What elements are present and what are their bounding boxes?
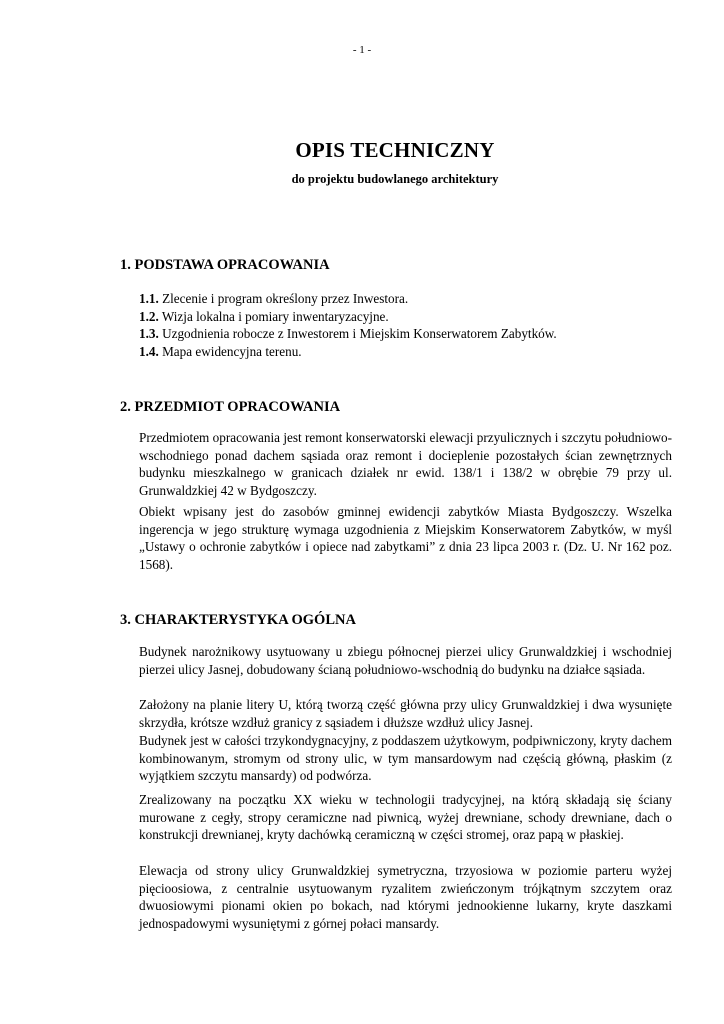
basis-list bbox=[139, 290, 679, 361]
list-item-text: Wizja lokalna i pomiary inwentaryzacyjne. bbox=[158, 308, 389, 324]
list-item-text: Uzgodnienia robocze z Inwestorem i Miejskim Konserwatorem Zabytków. bbox=[158, 326, 557, 342]
list-item-number: 1.2. bbox=[139, 308, 159, 324]
paragraph: Zrealizowany na początku XX wieku w technologii tradycyjnej, na którą składają się ściany murowane z cegły, stropy ceramiczne nad piwnicą, wyżej drewniane, schody drewniane, dach o konstrukcji drewnianej, kryty dachówką ceramiczną w części stromej, oraz papą w płaskiej. bbox=[139, 792, 672, 843]
list-item-number: 1.4. bbox=[139, 344, 159, 360]
list-item-number: 1.3. bbox=[139, 326, 159, 342]
document-title: OPIS TECHNICZNY bbox=[295, 138, 495, 162]
paragraph: Przedmiotem opracowania jest remont konserwatorski elewacji przyulicznych i szczytu południowo-wschodniego ponad dachem sąsiada oraz remont i docieplenie pozostałych ścian zewnętrznych budynku mieszkalnego w granicach działek nr ewid. 138/1 i 138/2 w obrębie 79 przy ul. Grunwaldzkiej 42 w Bydgoszczy. bbox=[139, 430, 672, 499]
paragraph: Założony na planie litery U, którą tworzą część główna przy ulicy Grunwaldzkiej i dwa wysunięte skrzydła, krótsze wzdłuż granicy z sąsiadem i dłuższe wzdłuż ulicy Jasnej. bbox=[139, 697, 672, 730]
list-item-text: Mapa ewidencyjna terenu. bbox=[158, 344, 302, 360]
section-heading-1: 1. PODSTAWA OPRACOWANIA bbox=[120, 257, 330, 273]
list-item bbox=[139, 290, 679, 308]
list-item-text: Zlecenie i program określony przez Inwestora. bbox=[158, 291, 409, 306]
list-item bbox=[139, 343, 679, 361]
section-heading-3: 3. CHARAKTERYSTYKA OGÓLNA bbox=[120, 612, 356, 628]
page-number: - 1 - bbox=[352, 44, 372, 56]
paragraph: Budynek narożnikowy usytuowany u zbiegu północnej pierzei ulicy Grunwaldzkiej i wschodniej pierzei ulicy Jasnej, dobudowany ścianą południowo-wschodnią do budynku na działce sąsiada. bbox=[139, 644, 672, 677]
list-item bbox=[139, 325, 679, 343]
list-item-number: 1.1. bbox=[139, 291, 159, 306]
paragraph: Elewacja od strony ulicy Grunwaldzkiej symetryczna, trzyosiowa w poziomie parteru wyżej pięcioosiowa, z centralnie usytuowanym ryzalitem zwieńczonym trójkątnym szczytem oraz dwuosiowymi pionami okien po bokach, nad którymi jednookienne lukarny, kryte daszkami jednospadowymi wysuniętymi z górnej połaci mansardy. bbox=[139, 863, 672, 932]
paragraph: Obiekt wpisany jest do zasobów gminnej ewidencji zabytków Miasta Bydgoszczy. Wszelka ingerencja w jego strukturę wymaga uzgodnienia z Miejskim Konserwatorem Zabytków, w myśl „Ustawy o ochronie zabytków i opiece nad zabytkami” z dnia 23 lipca 2003 r. (Dz. U. Nr 162 poz. 1568). bbox=[139, 504, 672, 573]
list-item bbox=[139, 308, 679, 326]
section-heading-2: 2. PRZEDMIOT OPRACOWANIA bbox=[120, 399, 341, 415]
document-subtitle: do projektu budowlanego architektury bbox=[291, 172, 499, 186]
paragraph: Budynek jest w całości trzykondygnacyjny, z poddaszem użytkowym, podpiwniczony, kryty dachem kombinowanym, stromym od strony ulic, w tym mansardowym nad częścią główną, płaskim (z wyjątkiem szczytu mansardy) od podwórza. bbox=[139, 733, 672, 784]
